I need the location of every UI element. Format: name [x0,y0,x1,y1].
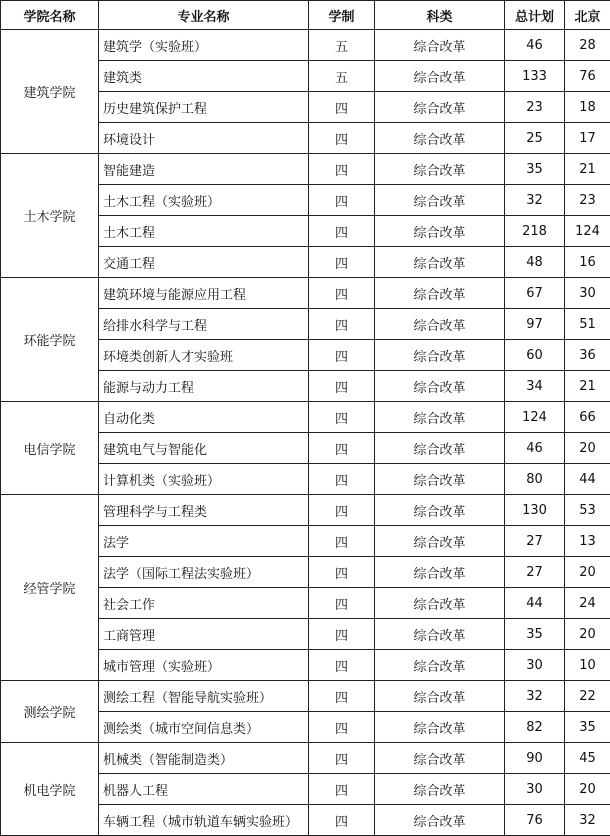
years-cell: 四 [309,557,375,588]
beijing-cell: 16 [565,247,610,278]
beijing-cell: 20 [565,433,610,464]
major-name-cell: 建筑电气与智能化 [99,433,309,464]
major-name-cell: 建筑学（实验班） [99,30,309,61]
total-plan-cell: 44 [505,588,565,619]
years-cell: 四 [309,309,375,340]
beijing-cell: 20 [565,619,610,650]
years-cell: 四 [309,495,375,526]
major-name-cell: 机器人工程 [99,774,309,805]
total-plan-cell: 218 [505,216,565,247]
beijing-cell: 45 [565,743,610,774]
total-plan-cell: 97 [505,309,565,340]
total-plan-cell: 90 [505,743,565,774]
type-cell: 综合改革 [375,650,505,681]
type-cell: 综合改革 [375,92,505,123]
type-cell: 综合改革 [375,495,505,526]
table-row [1,495,610,526]
years-cell: 四 [309,526,375,557]
type-cell: 综合改革 [375,743,505,774]
table-row [1,743,610,774]
college-name-cell: 电信学院 [1,402,99,495]
college-name-cell: 建筑学院 [1,30,99,154]
total-plan-cell: 82 [505,712,565,743]
major-name-cell: 测绘类（城市空间信息类） [99,712,309,743]
total-plan-cell: 133 [505,61,565,92]
total-plan-cell: 124 [505,402,565,433]
beijing-cell: 76 [565,61,610,92]
total-plan-cell: 80 [505,464,565,495]
type-cell: 综合改革 [375,774,505,805]
header-major: 专业名称 [99,1,309,30]
beijing-cell: 24 [565,588,610,619]
major-name-cell: 计算机类（实验班） [99,464,309,495]
beijing-cell: 35 [565,712,610,743]
years-cell: 四 [309,774,375,805]
type-cell: 综合改革 [375,588,505,619]
type-cell: 综合改革 [375,278,505,309]
major-name-cell: 社会工作 [99,588,309,619]
table-row [1,154,610,185]
major-name-cell: 环境类创新人才实验班 [99,340,309,371]
major-name-cell: 土木工程 [99,216,309,247]
total-plan-cell: 30 [505,650,565,681]
type-cell: 综合改革 [375,216,505,247]
years-cell: 四 [309,216,375,247]
years-cell: 四 [309,743,375,774]
beijing-cell: 13 [565,526,610,557]
beijing-cell: 44 [565,464,610,495]
years-cell: 四 [309,123,375,154]
type-cell: 综合改革 [375,123,505,154]
type-cell: 综合改革 [375,247,505,278]
type-cell: 综合改革 [375,340,505,371]
header-row [1,1,610,30]
major-name-cell: 车辆工程（城市轨道车辆实验班） [99,805,309,836]
years-cell: 五 [309,61,375,92]
major-name-cell: 工商管理 [99,619,309,650]
major-name-cell: 土木工程（实验班） [99,185,309,216]
type-cell: 综合改革 [375,185,505,216]
beijing-cell: 20 [565,557,610,588]
major-name-cell: 法学 [99,526,309,557]
total-plan-cell: 32 [505,185,565,216]
total-plan-cell: 32 [505,681,565,712]
college-name-cell: 机电学院 [1,743,99,836]
years-cell: 四 [309,805,375,836]
type-cell: 综合改革 [375,371,505,402]
beijing-cell: 36 [565,340,610,371]
total-plan-cell: 130 [505,495,565,526]
major-name-cell: 交通工程 [99,247,309,278]
beijing-cell: 22 [565,681,610,712]
total-plan-cell: 34 [505,371,565,402]
college-name-cell: 土木学院 [1,154,99,278]
major-name-cell: 城市管理（实验班） [99,650,309,681]
header-type: 科类 [375,1,505,30]
type-cell: 综合改革 [375,464,505,495]
major-name-cell: 法学（国际工程法实验班） [99,557,309,588]
beijing-cell: 30 [565,278,610,309]
beijing-cell: 23 [565,185,610,216]
table-row [1,278,610,309]
major-name-cell: 环境设计 [99,123,309,154]
major-name-cell: 管理科学与工程类 [99,495,309,526]
total-plan-cell: 46 [505,433,565,464]
total-plan-cell: 27 [505,526,565,557]
type-cell: 综合改革 [375,557,505,588]
beijing-cell: 51 [565,309,610,340]
type-cell: 综合改革 [375,309,505,340]
years-cell: 四 [309,619,375,650]
total-plan-cell: 60 [505,340,565,371]
type-cell: 综合改革 [375,712,505,743]
major-name-cell: 自动化类 [99,402,309,433]
years-cell: 四 [309,92,375,123]
major-name-cell: 历史建筑保护工程 [99,92,309,123]
total-plan-cell: 30 [505,774,565,805]
years-cell: 四 [309,340,375,371]
years-cell: 四 [309,402,375,433]
total-plan-cell: 27 [505,557,565,588]
major-name-cell: 智能建造 [99,154,309,185]
type-cell: 综合改革 [375,402,505,433]
major-name-cell: 建筑环境与能源应用工程 [99,278,309,309]
years-cell: 四 [309,247,375,278]
major-name-cell: 测绘工程（智能导航实验班） [99,681,309,712]
total-plan-cell: 35 [505,154,565,185]
years-cell: 四 [309,278,375,309]
beijing-cell: 21 [565,154,610,185]
beijing-cell: 53 [565,495,610,526]
years-cell: 四 [309,371,375,402]
major-name-cell: 建筑类 [99,61,309,92]
years-cell: 四 [309,185,375,216]
years-cell: 四 [309,433,375,464]
header-years: 学制 [309,1,375,30]
years-cell: 四 [309,712,375,743]
total-plan-cell: 46 [505,30,565,61]
type-cell: 综合改革 [375,61,505,92]
years-cell: 四 [309,681,375,712]
type-cell: 综合改革 [375,526,505,557]
major-name-cell: 机械类（智能制造类） [99,743,309,774]
beijing-cell: 32 [565,805,610,836]
beijing-cell: 28 [565,30,610,61]
type-cell: 综合改革 [375,619,505,650]
header-college: 学院名称 [1,1,99,30]
years-cell: 四 [309,154,375,185]
type-cell: 综合改革 [375,805,505,836]
major-name-cell: 给排水科学与工程 [99,309,309,340]
college-name-cell: 经管学院 [1,495,99,681]
years-cell: 四 [309,464,375,495]
table-row [1,30,610,61]
total-plan-cell: 25 [505,123,565,154]
header-beijing: 北京 [565,1,610,30]
header-total: 总计划 [505,1,565,30]
beijing-cell: 17 [565,123,610,154]
beijing-cell: 20 [565,774,610,805]
major-name-cell: 能源与动力工程 [99,371,309,402]
beijing-cell: 124 [565,216,610,247]
type-cell: 综合改革 [375,681,505,712]
beijing-cell: 21 [565,371,610,402]
total-plan-cell: 67 [505,278,565,309]
college-name-cell: 环能学院 [1,278,99,402]
type-cell: 综合改革 [375,30,505,61]
years-cell: 四 [309,588,375,619]
beijing-cell: 10 [565,650,610,681]
beijing-cell: 18 [565,92,610,123]
years-cell: 四 [309,650,375,681]
table-row [1,681,610,712]
table-body [1,30,610,836]
college-name-cell: 测绘学院 [1,681,99,743]
total-plan-cell: 35 [505,619,565,650]
type-cell: 综合改革 [375,433,505,464]
beijing-cell: 66 [565,402,610,433]
years-cell: 五 [309,30,375,61]
total-plan-cell: 76 [505,805,565,836]
type-cell: 综合改革 [375,154,505,185]
total-plan-cell: 48 [505,247,565,278]
total-plan-cell: 23 [505,92,565,123]
table-row [1,402,610,433]
